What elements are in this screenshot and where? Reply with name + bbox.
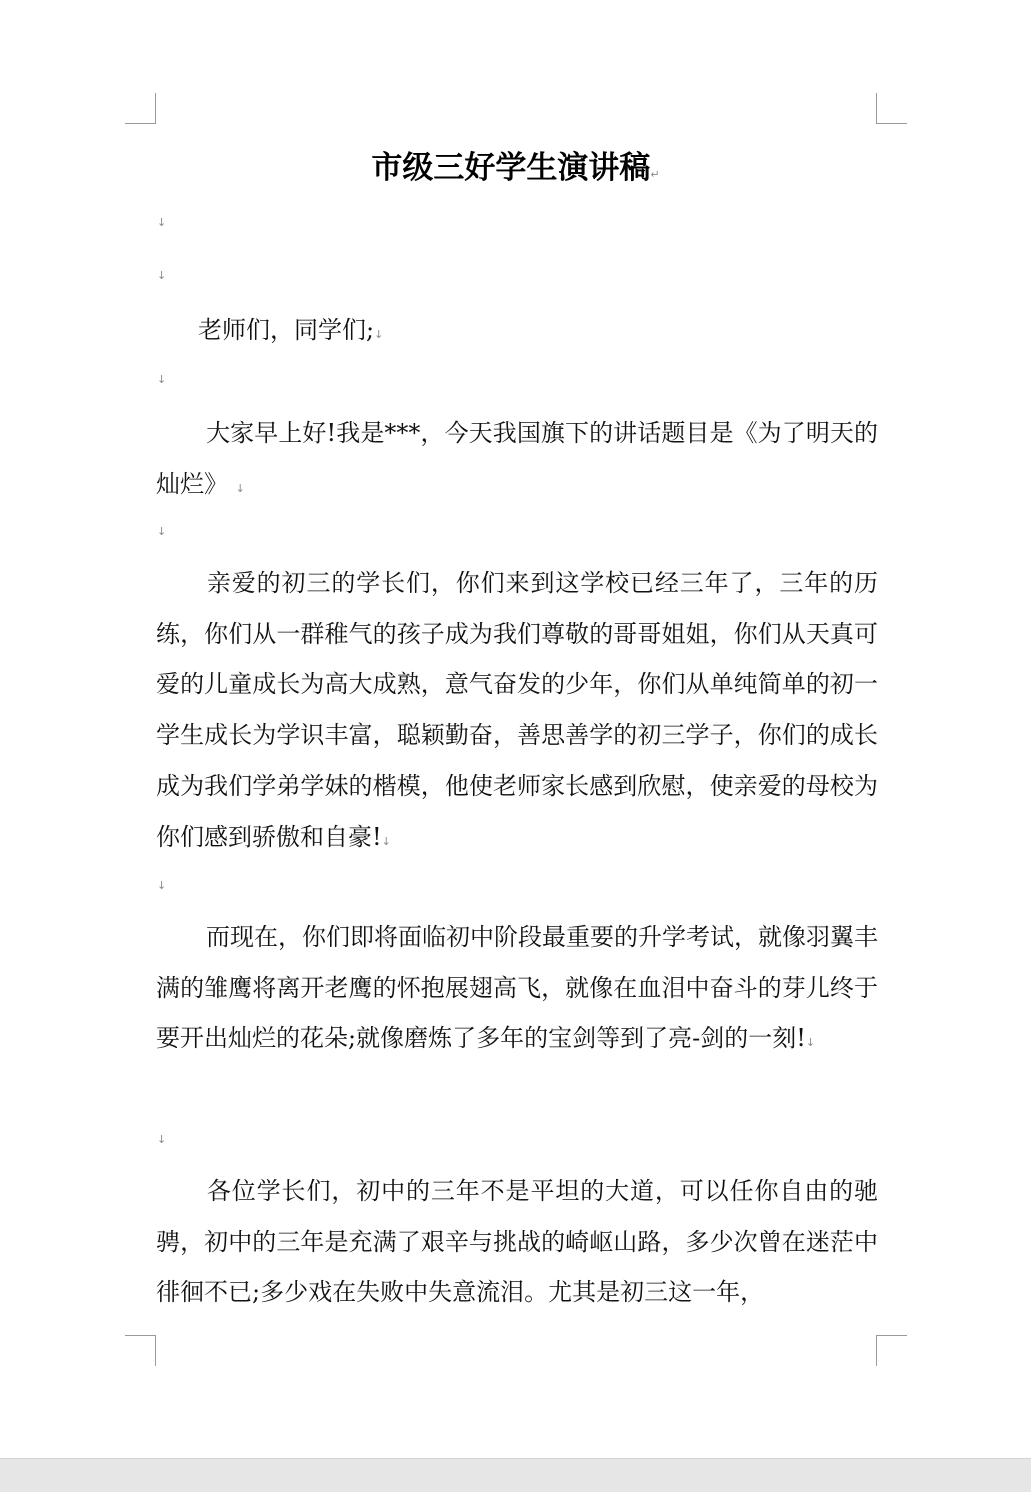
empty-paragraph-mark: ↓	[157, 269, 167, 282]
paragraph-mark: ↓	[381, 834, 391, 848]
empty-paragraph-mark: ↓	[157, 1133, 167, 1146]
paragraph-2-text: 亲爱的初三的学长们，你们来到这学校已经三年了，三年的历练，你们从一群稚气的孩子成为我们尊敬的哥哥姐姐，你们从天真可爱的儿童成长为高大成熟，意气奋发的少年，你们从单纯简单的初一学生成长为学识丰富，聪颖勤奋，善思善学的初三学子，你们的成长成为我们学弟学妹的楷模，他使老师家长感到欣慰，使亲爱的母校为你们感到骄傲和自豪!	[156, 569, 878, 851]
paragraph-3	[156, 912, 878, 1069]
margin-corner-bottom-right	[876, 1335, 907, 1366]
title-return-mark: ↵	[650, 168, 660, 181]
greeting	[198, 305, 383, 360]
document-title-text: 市级三好学生演讲稿	[371, 150, 651, 186]
margin-corner-top-right	[876, 93, 907, 124]
paragraph-4-text: 各位学长们，初中的三年不是平坦的大道，可以任你自由的驰骋，初中的三年是充满了艰辛与挑战的崎岖山路，多少次曾在迷茫中徘徊不已;多少戏在失败中失意流泪。尤其是初三这一年，	[156, 1177, 878, 1307]
empty-paragraph-mark: ↓	[157, 373, 167, 386]
greeting-text: 老师们，同学们;	[198, 316, 375, 344]
empty-paragraph-mark: ↓	[157, 879, 167, 892]
empty-paragraph-mark: ↓	[157, 525, 167, 538]
paragraph-1-text: 大家早上好!我是***，今天我国旗下的讲话题目是《为了明天的灿烂》	[156, 419, 878, 498]
margin-corner-bottom-left	[125, 1335, 156, 1366]
paragraph-4	[156, 1166, 878, 1318]
page-gap-band	[0, 1458, 1031, 1492]
margin-corner-top-left	[125, 93, 156, 124]
paragraph-mark: ↓	[374, 328, 384, 341]
document-title	[0, 144, 1031, 199]
paragraph-mark: ↓	[805, 1036, 816, 1050]
paragraph-1	[156, 408, 878, 514]
paragraph-mark: ↓	[235, 481, 245, 495]
empty-paragraph-mark: ↓	[157, 216, 167, 229]
paragraph-2	[156, 558, 878, 867]
paragraph-3-text: 而现在，你们即将面临初中阶段最重要的升学考试，就像羽翼丰满的雏鹰将离开老鹰的怀抱展翅高飞，就像在血泪中奋斗的芽儿终于要开出灿烂的花朵;就像磨炼了多年的宝剑等到了亮-剑的一刻!	[156, 923, 878, 1053]
